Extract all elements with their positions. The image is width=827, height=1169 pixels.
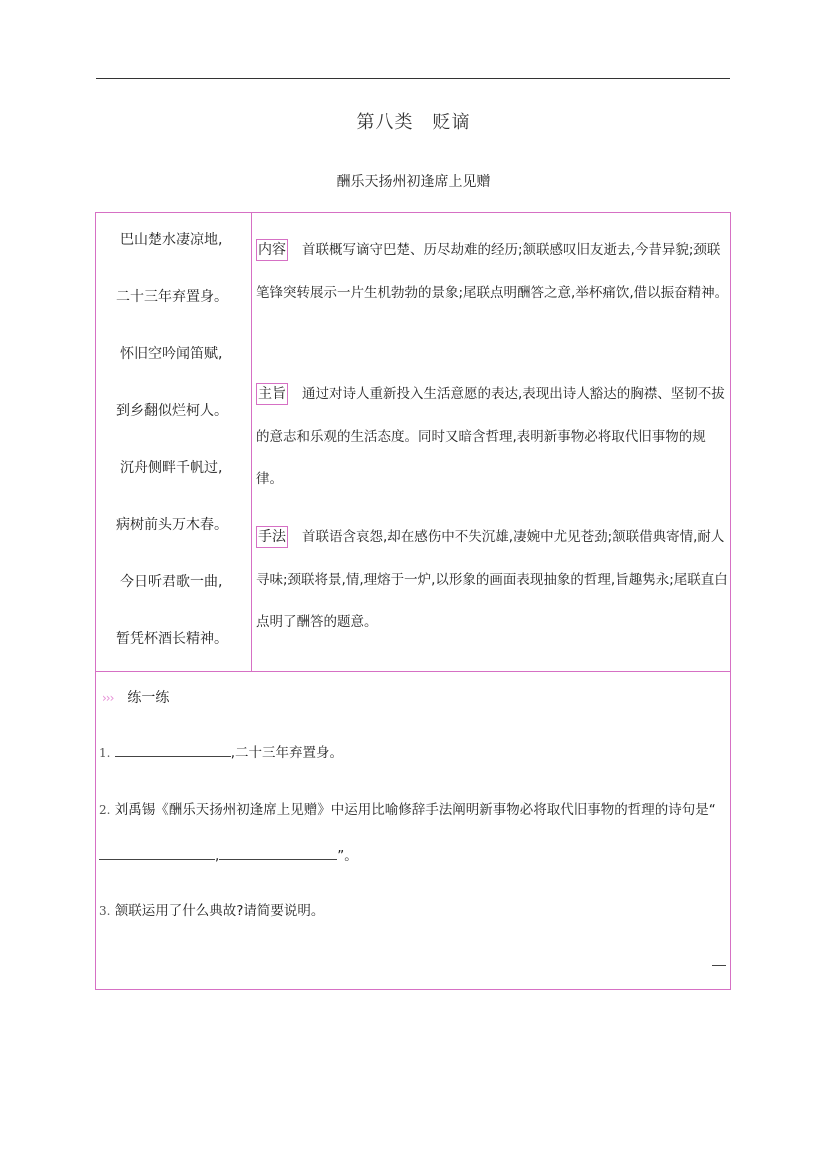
poem-line: 今日听君歌一曲, [120, 574, 223, 590]
poem-line: 到乡翻似烂柯人。 [116, 403, 228, 419]
answer-blank[interactable] [99, 845, 215, 860]
technique-text: 首联语含哀怨,却在感伤中不失沉雄,凄婉中尤见苍劲;颔联借典寄情,耐人寻味;颈联将景,情,理熔于一炉,以形象的画面表现抽象的哲理,旨趣隽永;尾联直白点明了酬答的题意。 [256, 529, 728, 630]
question-2-end: ”。 [337, 848, 358, 864]
theme-tag: 主旨 [256, 383, 288, 405]
poem-title: 酬乐天扬州初逢席上见赠 [336, 174, 491, 190]
poem-line: 巴山楚水凄凉地, [120, 232, 223, 248]
question-2-number: 2. [99, 803, 111, 817]
content-text: 首联概写谪守巴楚、历尽劫难的经历;颔联感叹旧友逝去,今昔异貌;颈联笔锋突转展示一片生机勃勃的景象;尾联点明酬答之意,举杯痛饮,借以振奋精神。 [256, 242, 729, 301]
technique-tag: 手法 [256, 526, 288, 548]
question-2-text: 刘禹锡《酬乐天扬州初逢席上见赠》中运用比喻修辞手法阐明新事物必将取代旧事物的哲理的诗句是“ [114, 802, 716, 818]
row-divider [96, 671, 730, 672]
theme-text: 通过对诗人重新投入生活意愿的表达,表现出诗人豁达的胸襟、坚韧不拔的意志和乐观的生活态度。同时又暗含哲理,表明新事物必将取代旧事物的规律。 [256, 386, 725, 487]
question-3-number: 3. [99, 904, 111, 918]
answer-blank[interactable] [219, 845, 337, 860]
poem-line: 病树前头万木春。 [116, 517, 228, 533]
technique-paragraph [256, 516, 732, 644]
content-paragraph [256, 229, 732, 314]
poem-line: 怀旧空吟闻笛赋, [120, 346, 223, 362]
question-1-text: ,二十三年弃置身。 [230, 745, 344, 761]
continuation-dash [712, 965, 726, 966]
poem-line: 暂凭杯酒长精神。 [116, 631, 228, 647]
poem-analysis-box [95, 212, 731, 990]
practice-heading-text: 练一练 [127, 690, 170, 706]
column-divider [251, 213, 252, 671]
practice-heading [102, 687, 169, 707]
question-1 [99, 730, 731, 776]
top-rule [96, 78, 730, 79]
poem-line: 二十三年弃置身。 [116, 289, 228, 305]
answer-blank[interactable] [115, 742, 231, 757]
chevron-icon: ››› [102, 691, 114, 705]
question-3-text: 颔联运用了什么典故?请简要说明。 [114, 903, 325, 919]
content-tag: 内容 [256, 239, 288, 261]
section-title: 第八类 贬谪 [356, 112, 471, 133]
question-2-comma: , [215, 848, 220, 864]
theme-paragraph [256, 373, 732, 501]
question-1-number: 1. [99, 746, 111, 760]
poem-line: 沉舟侧畔千帆过, [120, 460, 223, 476]
question-2 [99, 787, 731, 879]
question-3 [99, 888, 731, 934]
